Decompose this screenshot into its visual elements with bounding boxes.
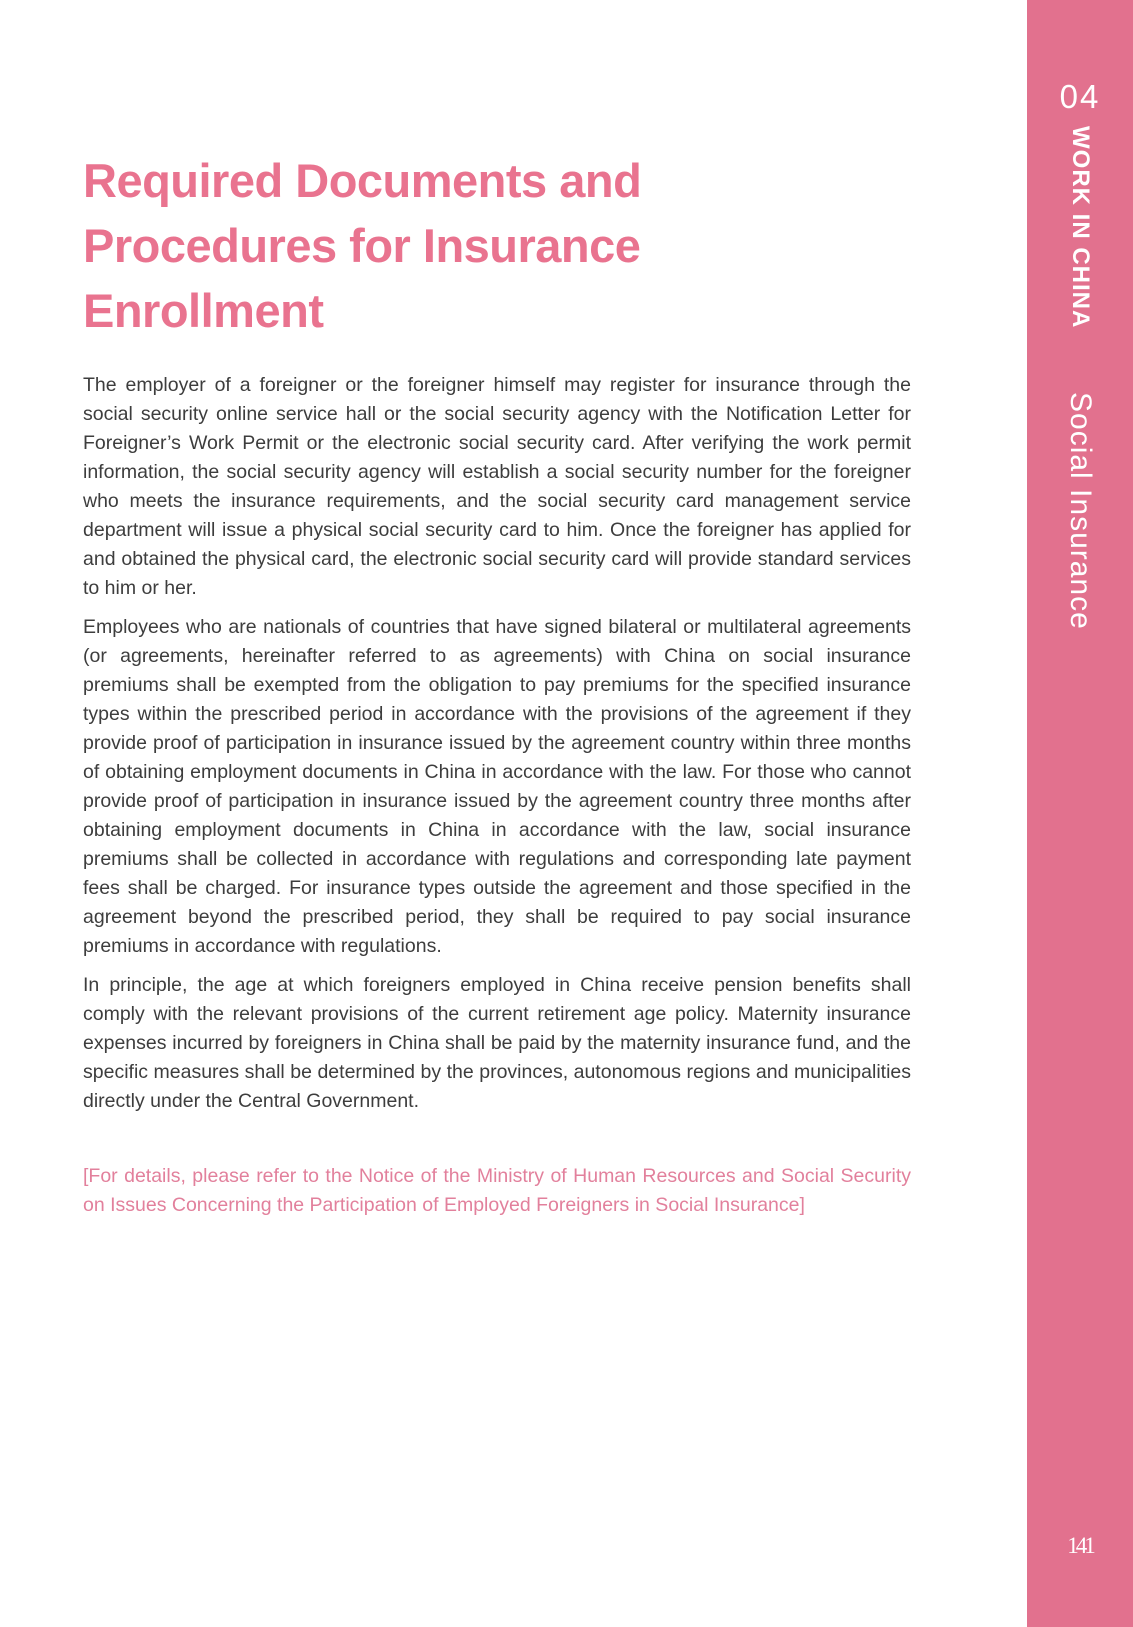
paragraph-insurance-registration: The employer of a foreigner or the foreigner himself may register for insurance through the social security online service hall or the social security agency with the Notification Letter for Foreigner’s Work Permit or the electronic social security card. After verifying the work permit information, the social security agency will establish a social security number for the foreigner who meets the insurance requirements, and the social security card management service department will issue a physical social security card to him. Once the foreigner has applied for and obtained the physical card, the electronic social security card will provide standard services to him or her.: [83, 374, 911, 599]
page-number: 141: [1067, 1533, 1093, 1558]
page-title: [83, 148, 911, 343]
chapter-sidebar: [1027, 0, 1133, 1627]
chapter-label: WORK IN CHINA: [1067, 126, 1094, 329]
page-title-line-1: Required Documents and: [83, 154, 642, 207]
paragraph-pension-maternity: In principle, the age at which foreigners employed in China receive pension benefits shall comply with the relevant provisions of the current retirement age policy. Maternity insurance expenses incurred by foreigners in China shall be paid by the maternity insurance fund, and the specific measures shall be determined by the provinces, autonomous regions and municipalities directly under the Central Government.: [83, 974, 911, 1112]
chapter-number: 04: [1059, 78, 1101, 115]
page-title-line-3: Enrollment: [83, 284, 324, 337]
paragraph-bilateral-agreements: Employees who are nationals of countries that have signed bilateral or multilateral agreements (or agreements, hereinafter referred to as agreements) with China on social insurance premiums shall be exempted from the obligation to pay premiums for the specified insurance types within the prescribed period in accordance with the provisions of the agreement if they provide proof of participation in insurance issued by the agreement country within three months of obtaining employment documents in China in accordance with the law. For those who cannot provide proof of participation in insurance issued by the agreement country three months after obtaining employment documents in China in accordance with the law, social insurance premiums shall be collected in accordance with regulations and corresponding late payment fees shall be charged. For insurance types outside the agreement and those specified in the agreement beyond the prescribed period, they shall be required to pay social insurance premiums in accordance with regulations.: [83, 616, 911, 957]
section-label: Social Insurance: [1064, 392, 1097, 630]
main-content: [83, 148, 911, 1240]
reference-note: [For details, please refer to the Notice of the Ministry of Human Resources and Social Security on Issues Concerning the Participation of Employed Foreigners in Social Insurance]: [83, 1165, 911, 1216]
page-title-line-2: Procedures for Insurance: [83, 219, 641, 272]
